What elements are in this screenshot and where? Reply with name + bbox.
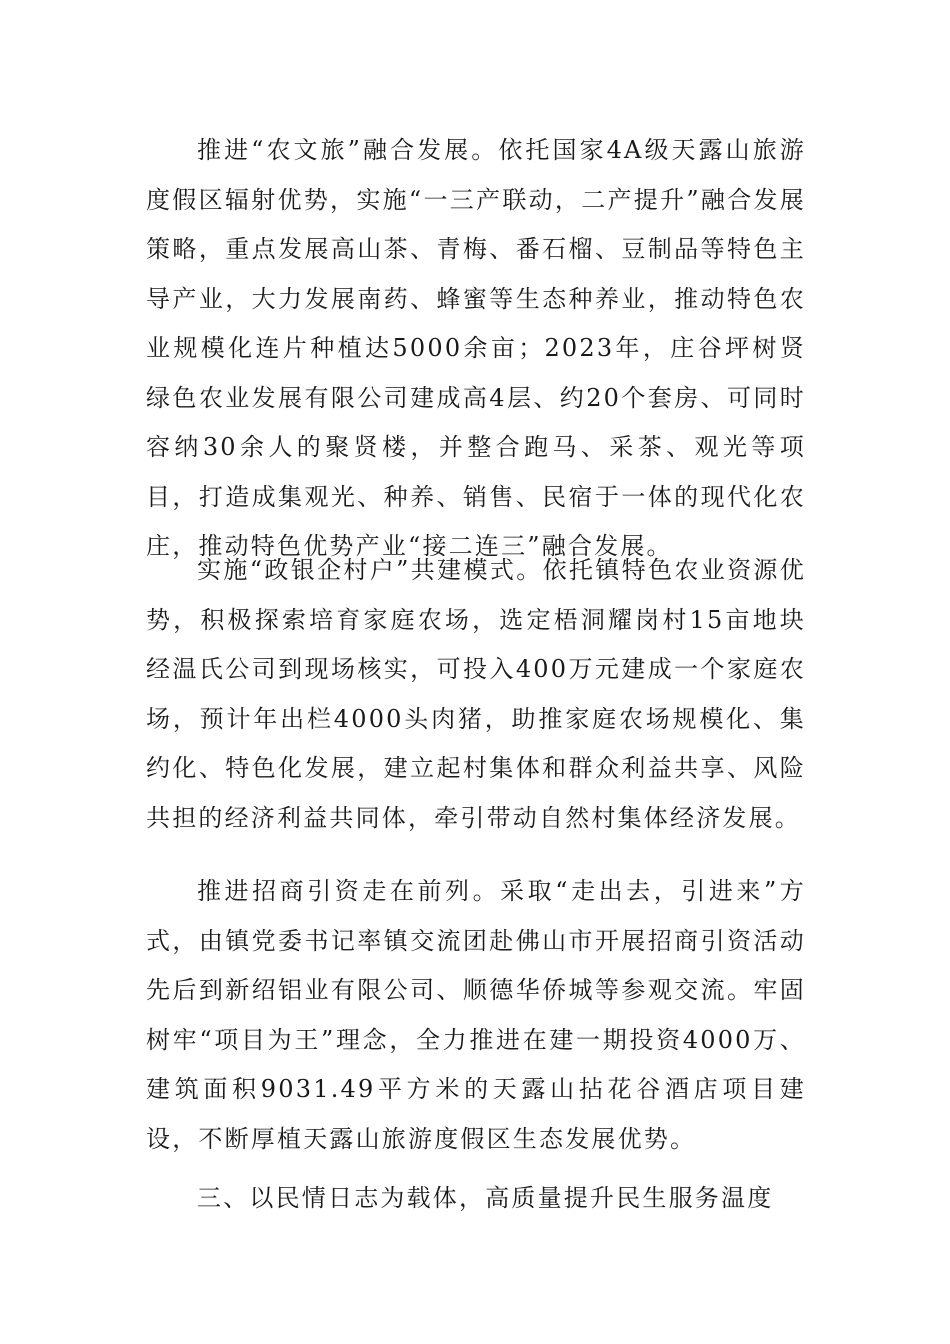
section-heading-three: 三、以民情日志为载体，高质量提升民生服务温度 — [197, 1184, 774, 1212]
paragraph-investment-promotion: 推进招商引资走在前列。采取“走出去，引进来”方式，由镇党委书记率镇交流团赴佛山市开展招商引资活动先后到新绍铝业有限公司、顺德华侨城等参观交流。牢固树牢“项目为王”理念，全力推进在建一期投资4000万、建筑面积9031.49平方米的天露山拈花谷酒店项目建设，不断厚植天露山旅游度假区生态发展优势。 — [146, 877, 806, 1153]
paragraph-joint-construction-model: 实施“政银企村户”共建模式。依托镇特色农业资源优势，积极探索培育家庭农场，选定梧洞耀岗村15亩地块经温氏公司到现场核实，可投入400万元建成一个家庭农场，预计年出栏4000头肉猪，助推家庭农场规模化、集约化、特色化发展，建立起村集体和群众利益共享、风险共担的经济利益共同体，牵引带动自然村集体经济发展。 — [146, 556, 806, 832]
paragraph-agri-culture-tourism: 推进“农文旅”融合发展。依托国家4A级天露山旅游度假区辐射优势，实施“一三产联动，二产提升”融合发展策略，重点发展高山茶、青梅、番石榴、豆制品等特色主导产业，大力发展南药、蜂蜜等生态种养业，推动特色农业规模化连片种植达5000余亩；2023年，庄谷坪树贤绿色农业发展有限公司建成高4层、约20个套房、可同时容纳30余人的聚贤楼，并整合跑马、采茶、观光等项目，打造成集观光、种养、销售、民宿于一体的现代化农庄，推动特色优势产业“接二连三”融合发展。 — [146, 136, 806, 560]
